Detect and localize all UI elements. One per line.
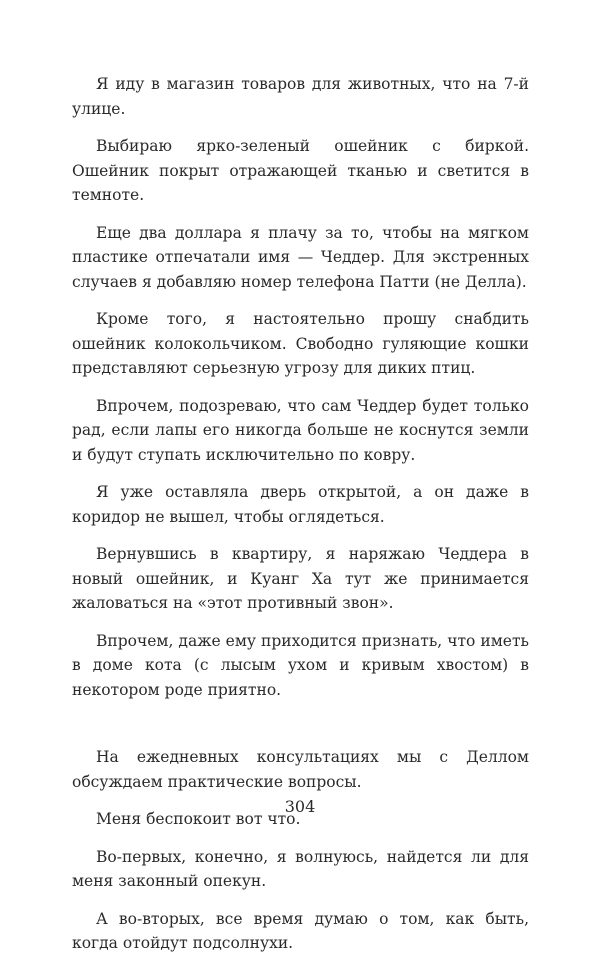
section-1 bbox=[72, 72, 529, 702]
paragraph: Во-первых, конечно, я волнуюсь, найдется ли для меня законный опекун. bbox=[72, 847, 529, 890]
page-number: 304 bbox=[284, 797, 316, 816]
paragraph: Меня беспокоит вот что. bbox=[96, 810, 301, 828]
page-body bbox=[72, 72, 529, 969]
paragraph: Я уже оставляла дверь открытой, а он даже в коридор не вышел, чтобы оглядеться. bbox=[72, 483, 529, 526]
paragraph: Я иду в магазин товаров для животных, что на 7-й улице. bbox=[72, 75, 529, 118]
paragraph: Вернувшись в квартиру, я наряжаю Чеддера в новый ошейник, и Куанг Ха тут же принимается жаловаться на «этот противный звон». bbox=[72, 545, 529, 612]
paragraph: Впрочем, подозреваю, что сам Чеддер будет только рад, если лапы его никогда больше не коснутся земли и будут ступать исключительно по ковру. bbox=[72, 396, 529, 464]
paragraph: Впрочем, даже ему приходится признать, что иметь в доме кота (с лысым ухом и кривым хвостом) в некотором роде приятно. bbox=[72, 631, 529, 699]
paragraph: На ежедневных консультациях мы с Деллом обсуждаем практические вопросы. bbox=[72, 748, 529, 791]
paragraph: А во-вторых, все время думаю о том, как быть, когда отойдут подсолнухи. bbox=[72, 909, 529, 952]
paragraph: Кроме того, я настоятельно прошу снабдить ошейник колокольчиком. Свободно гуляющие кошки представляют серьезную угрозу для диких птиц. bbox=[72, 310, 529, 377]
section-break bbox=[72, 715, 529, 745]
section-2 bbox=[72, 745, 529, 956]
paragraph: Еще два доллара я плачу за то, чтобы на мягком пластике отпечатали имя — Чеддер. Для экстренных случаев я добавляю номер телефона Патти (не Делла). bbox=[72, 223, 529, 291]
paragraph: Выбираю ярко-зеленый ошейник с биркой. Ошейник покрыт отражающей тканью и светится в темноте. bbox=[72, 137, 529, 204]
